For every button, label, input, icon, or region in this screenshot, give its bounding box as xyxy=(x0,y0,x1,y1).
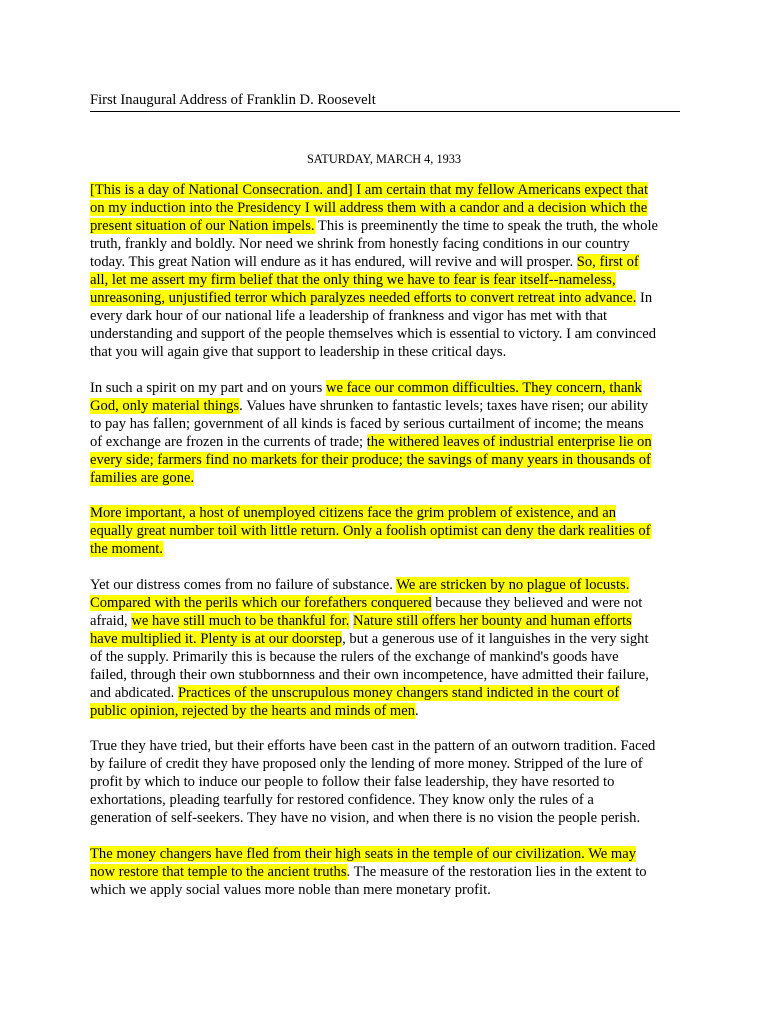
highlighted-text: on my induction into the Presidency I will address them with a candor and a decision which the xyxy=(90,200,648,216)
text-line xyxy=(90,415,690,433)
text-line xyxy=(90,773,690,791)
highlighted-text: the moment. xyxy=(90,541,163,557)
body-text: In such a spirit on my part and on yours xyxy=(90,379,326,396)
highlighted-text: unreasoning, unjustified terror which paralyzes needed efforts to convert retreat into advance. xyxy=(90,290,637,306)
text-line xyxy=(90,271,690,289)
body-text: and abdicated. xyxy=(90,684,178,701)
text-line xyxy=(90,648,690,666)
highlighted-text: So, first of xyxy=(576,254,639,270)
body-text: failed, through their own stubbornness and their own incompetence, have admitted their failure, xyxy=(90,666,649,683)
highlighted-text: the withered leaves of industrial enterprise lie on xyxy=(366,433,652,450)
text-line xyxy=(90,433,690,451)
text-line xyxy=(90,253,690,271)
paragraph xyxy=(90,845,690,899)
body-text: because they believed and were not xyxy=(431,594,643,611)
document-header-title: First Inaugural Address of Franklin D. Roosevelt xyxy=(90,92,376,108)
text-line xyxy=(90,755,690,773)
highlighted-text: have multiplied it. Plenty is at our doorstep xyxy=(90,630,343,647)
text-line xyxy=(90,576,690,594)
text-line xyxy=(90,181,690,199)
highlighted-text: every side; farmers find no markets for their produce; the savings of many years in thousands of xyxy=(90,451,651,468)
highlighted-text: present situation of our Nation impels. xyxy=(90,218,315,234)
highlighted-text: we have still much to be thankful for. xyxy=(131,612,350,629)
body-text: that you will again give that support to leadership in these critical days. xyxy=(90,344,507,360)
text-line xyxy=(90,325,690,343)
highlighted-text: We are stricken by no plague of locusts. xyxy=(396,576,630,593)
text-line xyxy=(90,469,690,487)
body-text: afraid, xyxy=(90,612,132,629)
text-line xyxy=(90,845,690,863)
highlighted-text: Compared with the perils which our forefathers conquered xyxy=(90,594,432,611)
body-text: today. This great Nation will endure as it has endured, will revive and will prosper. xyxy=(90,254,577,270)
text-line xyxy=(90,343,690,361)
highlighted-text: all, let me assert my firm belief that the only thing we have to fear is fear itself--nameless, xyxy=(90,272,616,288)
text-line xyxy=(90,451,690,469)
body-text: of the supply. Primarily this is because the rulers of the exchange of mankind's goods have xyxy=(90,648,619,665)
header-rule xyxy=(90,111,680,112)
body-text: In xyxy=(636,290,653,306)
text-line xyxy=(90,397,690,415)
text-line xyxy=(90,863,690,881)
body-text: to pay has fallen; government of all kinds is faced by serious curtailment of income; the means xyxy=(90,415,644,432)
paragraph xyxy=(90,737,690,827)
text-line xyxy=(90,504,690,522)
text-line xyxy=(90,666,690,684)
text-line xyxy=(90,737,690,755)
body-text: of exchange are frozen in the currents of trade; xyxy=(90,433,367,450)
text-line xyxy=(90,307,690,325)
text-line xyxy=(90,881,690,899)
text-line xyxy=(90,791,690,809)
paragraph xyxy=(90,379,690,487)
text-line xyxy=(90,199,690,217)
text-line xyxy=(90,289,690,307)
highlighted-text: The money changers have fled from their high seats in the temple of our civilization. We may xyxy=(90,845,637,862)
body-text: generation of self-seekers. They have no vision, and when there is no vision the people perish. xyxy=(90,810,641,826)
body-text: profit by which to induce our people to follow their false leadership, they have resorted to xyxy=(90,774,615,790)
body-text: This is preeminently the time to speak the truth, the whole xyxy=(314,218,658,234)
paragraph xyxy=(90,576,690,720)
highlighted-text: God, only material things xyxy=(90,397,240,414)
text-line xyxy=(90,702,690,720)
text-line xyxy=(90,612,690,630)
body-text: , but a generous use of it languishes in the very sight xyxy=(342,630,649,647)
highlighted-text: Practices of the unscrupulous money changers stand indicted in the court of xyxy=(177,684,620,701)
highlighted-text: we face our common difficulties. They concern, thank xyxy=(325,379,642,396)
highlighted-text: Nature still offers her bounty and human efforts xyxy=(353,612,632,629)
body-text: understanding and support of the people themselves which is essential to victory. I am convinced xyxy=(90,326,657,342)
text-line xyxy=(90,540,690,558)
text-line xyxy=(90,630,690,648)
paragraph xyxy=(90,504,690,558)
body-text: True they have tried, but their efforts have been cast in the pattern of an outworn tradition. Faced xyxy=(90,738,656,754)
body-text: . Values have shrunken to fantastic levels; taxes have risen; our ability xyxy=(239,397,649,414)
address-date: SATURDAY, MARCH 4, 1933 xyxy=(306,152,462,166)
highlighted-text: families are gone. xyxy=(90,469,195,486)
body-text: . The measure of the restoration lies in the extent to xyxy=(346,863,647,880)
body-text: which we apply social values more noble than mere monetary profit. xyxy=(90,881,491,898)
highlighted-text: public opinion, rejected by the hearts and minds of men xyxy=(90,702,416,719)
body-text: by failure of credit they have proposed only the lending of more money. Stripped of the lure of xyxy=(90,756,643,772)
highlighted-text: equally great number toil with little return. Only a foolish optimist can deny the dark realities of xyxy=(90,523,651,539)
text-line xyxy=(90,217,690,235)
text-line xyxy=(90,809,690,827)
text-line xyxy=(90,684,690,702)
text-line xyxy=(90,522,690,540)
highlighted-text: now restore that temple to the ancient truths xyxy=(90,863,347,880)
highlighted-text: [This is a day of National Consecration. and] I am certain that my fellow Americans expect that xyxy=(90,182,649,198)
paragraph xyxy=(90,181,690,361)
text-line xyxy=(90,594,690,612)
body-text: exhortations, pleading tearfully for restored confidence. They know only the rules of a xyxy=(90,792,594,808)
text-line xyxy=(90,379,690,397)
body-text: truth, frankly and boldly. Nor need we shrink from honestly facing conditions in our country xyxy=(90,236,630,252)
body-text: . xyxy=(415,702,419,719)
text-line xyxy=(90,235,690,253)
document-body xyxy=(90,181,690,916)
highlighted-text: More important, a host of unemployed citizens face the grim problem of existence, and an xyxy=(90,505,617,521)
body-text: Yet our distress comes from no failure of substance. xyxy=(90,576,397,593)
body-text: every dark hour of our national life a leadership of frankness and vigor has met with that xyxy=(90,308,608,324)
